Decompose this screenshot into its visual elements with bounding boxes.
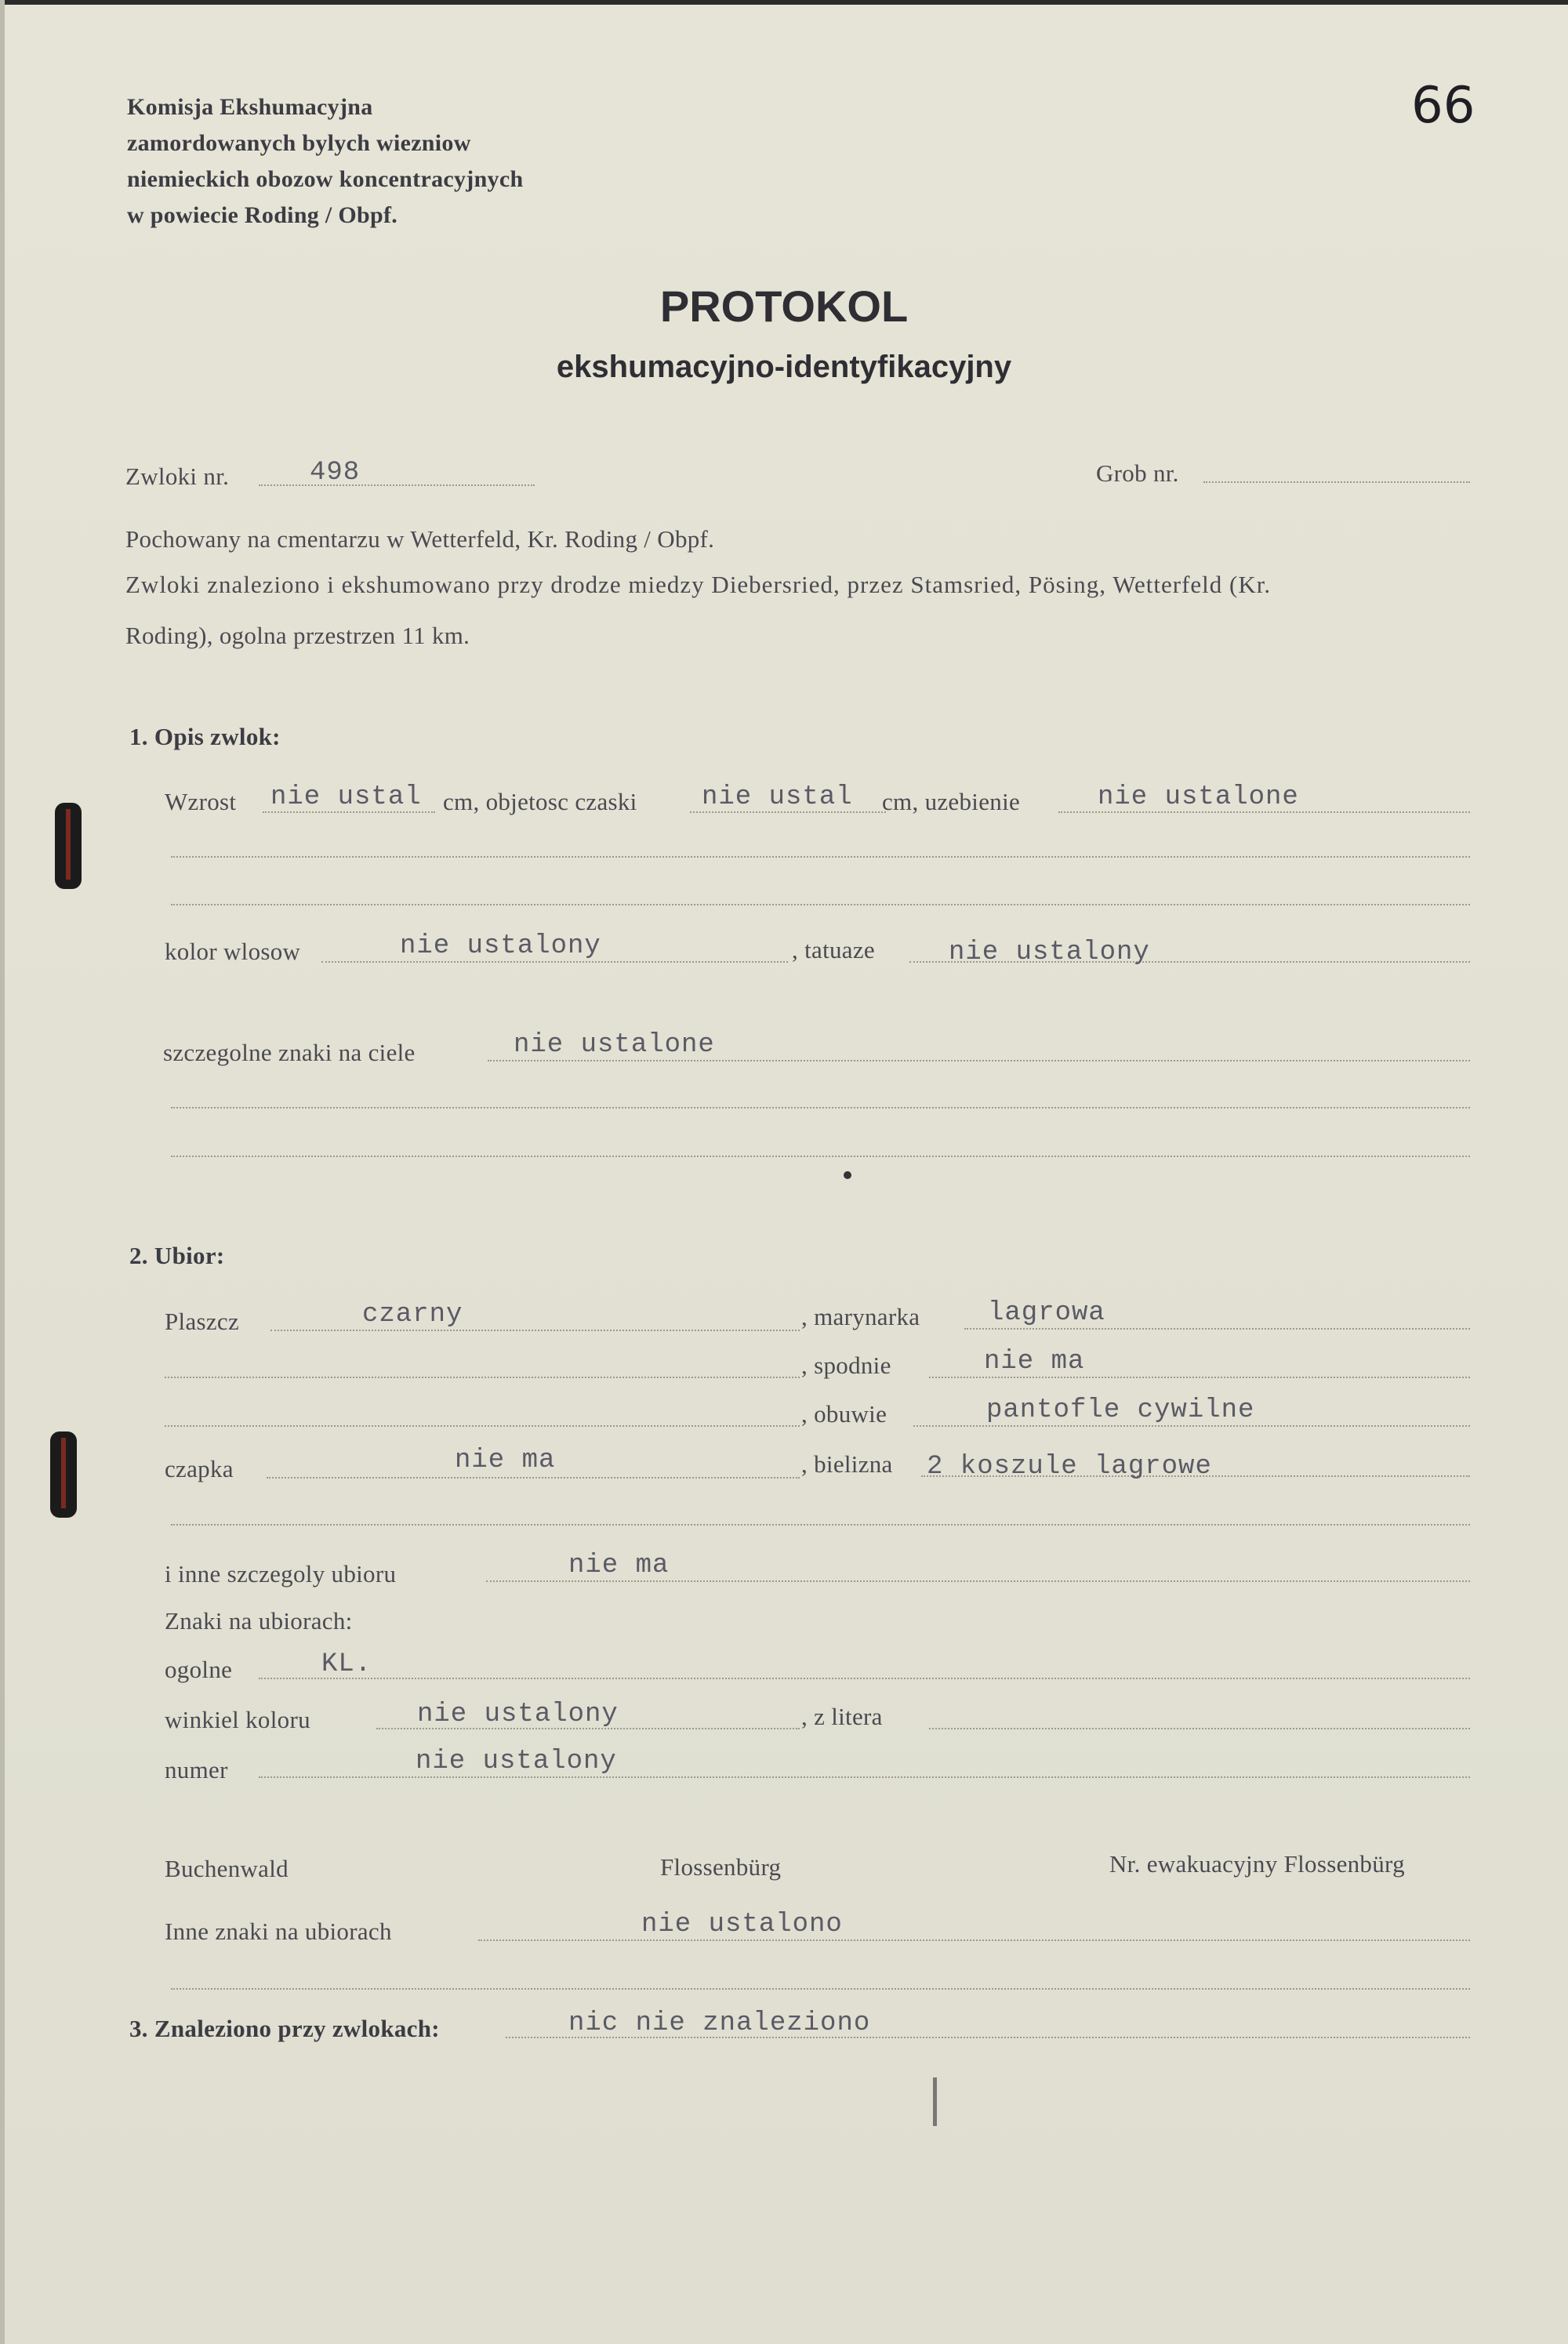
evacuation-number-label: Nr. ewakuacyjny Flossenbürg (1109, 1850, 1405, 1878)
org-line-3: niemieckich obozow koncentracyjnych (127, 166, 524, 192)
special-marks-label: szczegolne znaki na ciele (163, 1039, 416, 1066)
shoes-value: pantofle cywilne (986, 1395, 1255, 1425)
found-location-line-2: Roding), ogolna przestrzen 11 km. (125, 622, 470, 649)
skull-unit-label: cm, uzebienie (882, 788, 1021, 815)
fill-line (165, 1377, 800, 1378)
jacket-value: lagrowa (988, 1298, 1105, 1328)
body-number-label: Zwloki nr. (125, 463, 230, 490)
body-number-value: 498 (310, 458, 361, 488)
height-value: nie ustal (270, 782, 422, 812)
fill-line (929, 1377, 1470, 1378)
fill-line (929, 1728, 1470, 1729)
document-subtitle: ekshumacyjno-identyfikacyjny (556, 350, 1012, 384)
fill-line (913, 1425, 1470, 1427)
fill-line (259, 1678, 1470, 1679)
shoes-label: , obuwie (801, 1400, 887, 1428)
jacket-label: , marynarka (801, 1303, 920, 1330)
height-unit-label: cm, objetosc czaski (443, 788, 637, 815)
coat-value: czarny (362, 1300, 463, 1330)
document-title: PROTOKOL (659, 281, 909, 331)
special-marks-value: nie ustalone (514, 1030, 715, 1060)
flossenburg-label: Flossenbürg (660, 1853, 782, 1881)
section-3-heading: 3. Znaleziono przy zwlokach: (129, 2015, 440, 2042)
page-number: 66 (1411, 77, 1475, 135)
fill-line (171, 904, 1470, 905)
triangle-color-value: nie ustalony (417, 1700, 619, 1729)
coat-label: Plaszcz (165, 1308, 240, 1335)
fill-line (1203, 481, 1470, 483)
clothing-marks-heading: Znaki na ubiorach: (165, 1607, 353, 1635)
fill-line (267, 1477, 800, 1479)
hair-color-value: nie ustalony (400, 931, 601, 961)
other-clothing-marks-value: nie ustalono (641, 1910, 843, 1939)
fill-line (165, 1425, 800, 1427)
other-clothing-details-label: i inne szczegoly ubioru (165, 1560, 397, 1587)
fill-line (478, 1939, 1470, 1941)
trousers-value: nie ma (984, 1347, 1085, 1377)
underwear-label: , bielizna (801, 1450, 893, 1478)
org-line-1: Komisja Ekshumacyjna (127, 94, 373, 120)
height-label: Wzrost (165, 788, 237, 815)
general-marks-value: KL. (321, 1649, 372, 1679)
binder-clip-mark (55, 803, 82, 889)
ink-mark (933, 2077, 937, 2126)
fill-line (171, 1988, 1470, 1990)
fill-line (171, 1156, 1470, 1157)
fill-line (171, 1107, 1470, 1109)
prisoner-number-value: nie ustalony (416, 1747, 617, 1776)
tattoo-value: nie ustalony (949, 938, 1150, 967)
section-2-heading: 2. Ubior: (129, 1242, 225, 1269)
org-line-4: w powiecie Roding / Obpf. (127, 202, 398, 228)
letter-label: , z litera (801, 1703, 883, 1730)
found-items-value: nic nie znaleziono (568, 2008, 871, 2038)
skull-value: nie ustal (702, 782, 853, 812)
grave-number-label: Grob nr. (1096, 459, 1179, 487)
other-clothing-marks-label: Inne znaki na ubiorach (165, 1918, 392, 1945)
fill-line (964, 1328, 1470, 1330)
tattoo-label: , tatuaze (792, 936, 875, 963)
general-marks-label: ogolne (165, 1656, 233, 1683)
fill-line (259, 1776, 1470, 1778)
fill-line (259, 484, 535, 486)
fill-line (171, 1524, 1470, 1526)
found-location-line-1: Zwloki znaleziono i ekshumowano przy drodze miedzy Diebersried, przez Stamsried, Pösing, Wetterfeld (Kr. (125, 571, 1272, 598)
prisoner-number-label: numer (165, 1756, 228, 1783)
trousers-label: , spodnie (801, 1352, 891, 1379)
cap-value: nie ma (455, 1446, 556, 1475)
cap-label: czapka (165, 1455, 234, 1482)
burial-place: Pochowany na cmentarzu w Wetterfeld, Kr. Roding / Obpf. (125, 525, 715, 553)
fill-line (486, 1580, 1470, 1582)
fill-line (488, 1060, 1470, 1061)
fill-line (270, 1330, 800, 1331)
org-line-2: zamordowanych bylych wiezniow (127, 130, 471, 156)
triangle-color-label: winkiel koloru (165, 1706, 310, 1733)
underwear-value: 2 koszule lagrowe (927, 1452, 1212, 1482)
binder-clip-mark (50, 1431, 77, 1518)
teeth-value: nie ustalone (1098, 782, 1299, 812)
hair-color-label: kolor wlosow (165, 938, 301, 965)
section-1-heading: 1. Opis zwlok: (129, 723, 281, 750)
scan-edge (0, 0, 1568, 5)
ink-spot (844, 1171, 851, 1179)
other-clothing-details-value: nie ma (568, 1551, 670, 1580)
buchenwald-label: Buchenwald (165, 1855, 289, 1882)
fill-line (171, 856, 1470, 858)
fill-line (321, 961, 788, 963)
